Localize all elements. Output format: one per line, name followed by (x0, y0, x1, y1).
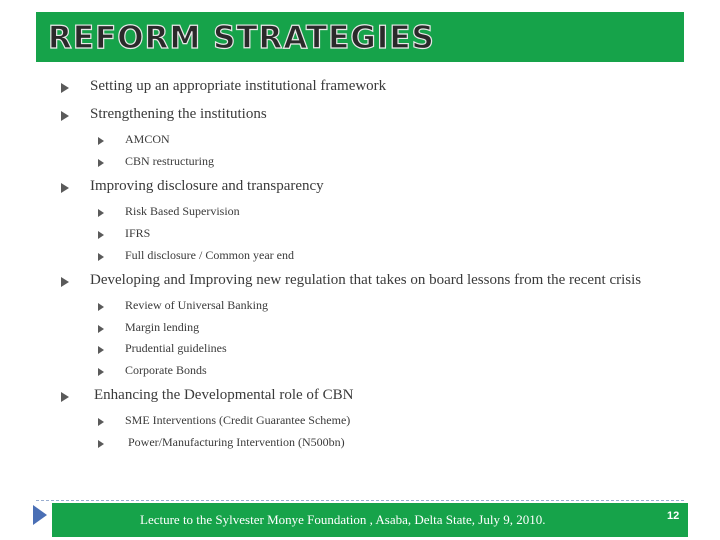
sub-bullet-label: Power/Manufacturing Intervention (N500bn) (128, 435, 345, 449)
sub-bullet-label: Corporate Bonds (125, 363, 207, 377)
sub-bullet-label: AMCON (125, 132, 170, 146)
footer-bar (52, 503, 688, 537)
footer-text: Lecture to the Sylvester Monye Foundation , Asaba, Delta State, July 9, 2010. (140, 512, 546, 527)
arrowhead-bullet-icon (61, 83, 69, 93)
arrowhead-bullet-icon (61, 392, 69, 402)
sub-bullet-label: CBN restructuring (125, 154, 214, 168)
bullet-label: Improving disclosure and transparency (90, 178, 324, 194)
title-bar (36, 12, 684, 62)
footer-divider (36, 500, 684, 501)
arrowhead-bullet-icon (98, 231, 104, 239)
arrowhead-bullet-icon (98, 303, 104, 311)
arrowhead-bullet-icon (98, 137, 104, 145)
bullet-label: Strengthening the institutions (90, 106, 267, 122)
arrowhead-bullet-icon (98, 418, 104, 426)
sub-bullet-label: Full disclosure / Common year end (125, 248, 294, 262)
sub-bullet-label: Prudential guidelines (125, 341, 227, 355)
sub-bullet-label: IFRS (125, 226, 151, 240)
arrowhead-bullet-icon (98, 368, 104, 376)
arrowhead-bullet-icon (98, 253, 104, 261)
arrowhead-bullet-icon (61, 111, 69, 121)
arrowhead-bullet-icon (98, 209, 104, 217)
bullet-label: Developing and Improving new regulation that takes on board lessons from the recent crisis (90, 272, 642, 288)
bullet-label: Setting up an appropriate institutional framework (90, 78, 387, 94)
page-number: 12 (667, 510, 680, 522)
slide-title: REFORM STRATEGIES (48, 20, 435, 56)
sub-bullet-label: Review of Universal Banking (125, 298, 268, 312)
sub-bullet-label: SME Interventions (Credit Guarantee Scheme) (125, 413, 351, 427)
sub-bullet-label: Risk Based Supervision (125, 204, 240, 218)
arrowhead-bullet-icon (98, 159, 104, 167)
arrowhead-bullet-icon (61, 183, 69, 193)
arrowhead-bullet-icon (98, 440, 104, 448)
arrowhead-bullet-icon (98, 346, 104, 354)
arrowhead-bullet-icon (61, 277, 69, 287)
sub-bullet-label: Margin lending (125, 320, 200, 334)
arrowhead-bullet-icon (98, 325, 104, 333)
next-slide-arrow-icon[interactable] (33, 505, 47, 525)
bullet-label: Enhancing the Developmental role of CBN (94, 387, 354, 403)
